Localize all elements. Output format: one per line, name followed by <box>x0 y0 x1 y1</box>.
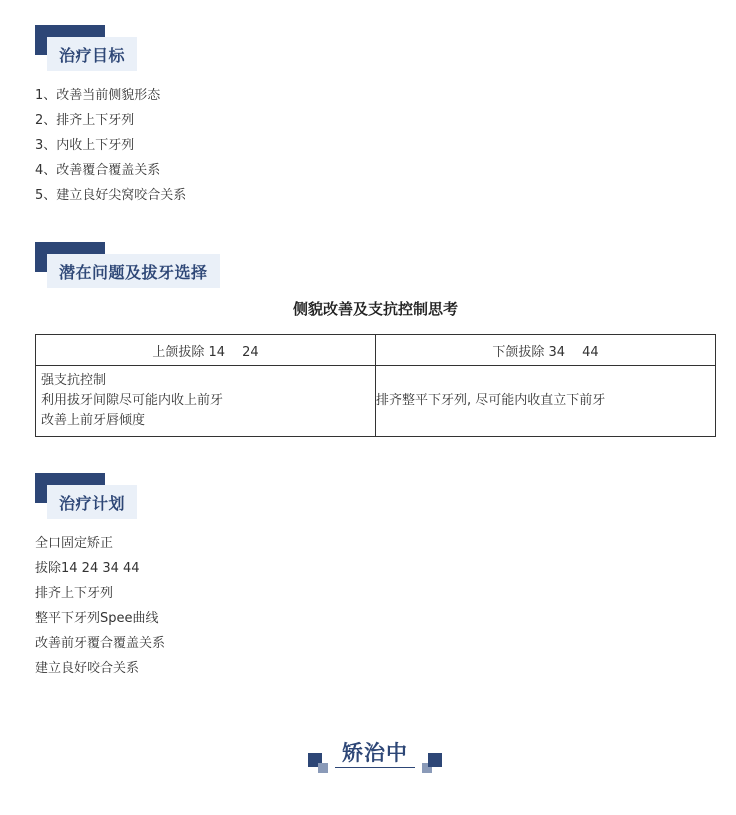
header-label-box <box>47 254 220 288</box>
list-item: 排齐上下牙列 <box>35 586 114 601</box>
table-cell-upper <box>36 366 376 437</box>
section-header-plan <box>35 473 255 523</box>
section-title-plan: 治疗计划 <box>59 493 126 513</box>
cell-line: 强支抗控制 <box>41 373 107 388</box>
cell-line: 排齐整平下牙列, 尽可能内收直立下前牙 <box>376 393 606 408</box>
table-title: 侧貌改善及支抗控制思考 <box>292 300 458 318</box>
section-title-goals: 治疗目标 <box>59 45 126 65</box>
footer-title: 矫治中 <box>342 741 408 765</box>
table-row <box>36 366 716 437</box>
table-header-upper: 上颌拔除 14 24 <box>36 335 376 366</box>
list-item: 5、建立良好尖窝咬合关系 <box>35 188 187 203</box>
cell-line: 改善上前牙唇倾度 <box>41 413 146 428</box>
header-label-box <box>47 37 137 71</box>
ornament-square-icon <box>428 753 442 767</box>
footer-ornament <box>300 735 450 780</box>
list-item: 2、排齐上下牙列 <box>35 113 135 128</box>
list-item: 拔除14 24 34 44 <box>35 561 140 576</box>
goals-list <box>35 83 186 208</box>
table-cell-lower <box>376 366 716 437</box>
list-item: 全口固定矫正 <box>35 536 114 551</box>
table-header-lower: 下颌拔除 34 44 <box>376 335 716 366</box>
list-item: 4、改善覆合覆盖关系 <box>35 163 161 178</box>
footer-underline <box>335 767 415 768</box>
list-item: 整平下牙列Spee曲线 <box>35 611 159 626</box>
cell-line: 利用拔牙间隙尽可能内收上前牙 <box>41 393 224 408</box>
table-header-row <box>36 335 716 366</box>
list-item: 改善前牙覆合覆盖关系 <box>35 636 166 651</box>
section-header-problems <box>35 242 255 292</box>
extraction-table <box>35 334 716 437</box>
plan-list <box>35 531 165 681</box>
header-label-box <box>47 485 137 519</box>
list-item: 建立良好咬合关系 <box>35 661 140 676</box>
list-item: 3、内收上下牙列 <box>35 138 135 153</box>
list-item: 1、改善当前侧貌形态 <box>35 88 161 103</box>
section-title-problems: 潜在问题及拔牙选择 <box>59 262 208 282</box>
section-header-goals <box>35 25 255 75</box>
ornament-square-icon <box>318 763 328 773</box>
